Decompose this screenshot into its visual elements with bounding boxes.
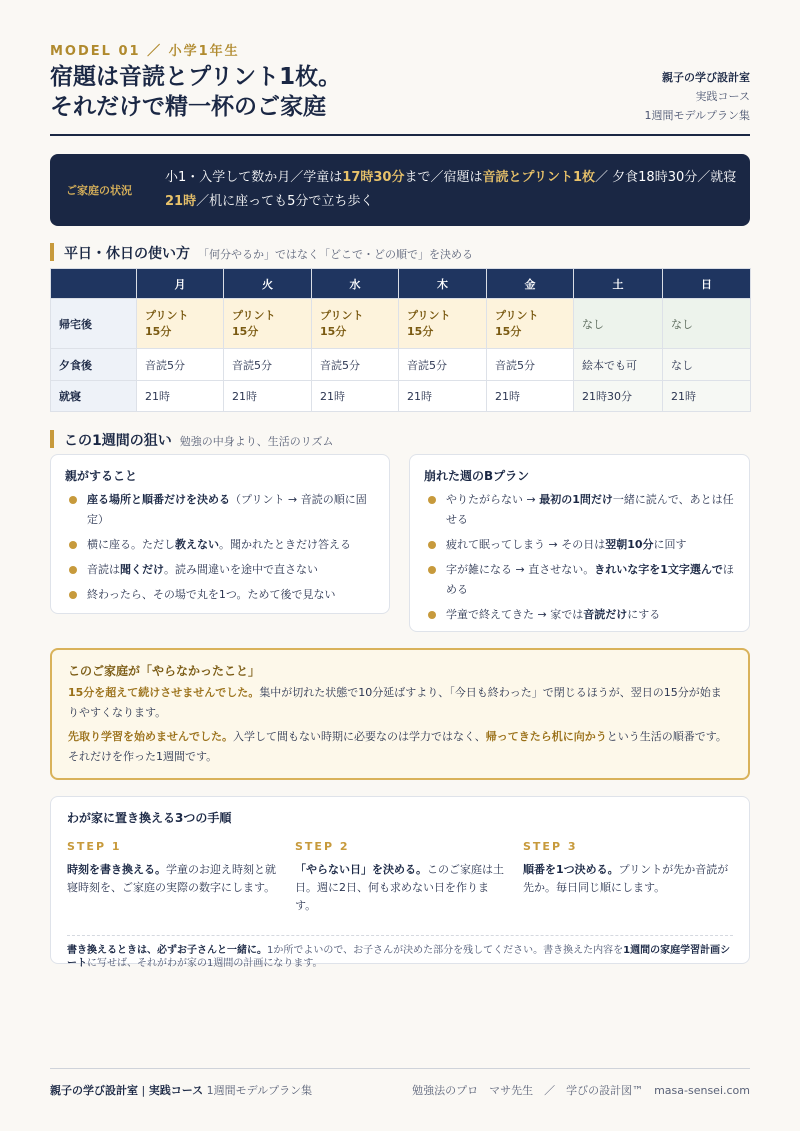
steps-note <box>67 944 733 970</box>
row-label: 夕食後 <box>51 349 137 381</box>
situation-text-part: ／机に座っても5分で立ち歩く <box>196 194 374 209</box>
schedule-cell: なし <box>663 349 751 381</box>
not-done-highlight: 帰ってきたら机に向かう <box>485 730 607 743</box>
footer-brand: 親子の学び設計室 <box>50 1084 138 1097</box>
not-done-box <box>50 648 750 780</box>
list-item <box>424 605 735 625</box>
brand-course: 実践コース <box>695 90 750 103</box>
item-text: 。読み間違いを途中で直さない <box>164 563 318 576</box>
aim-heading-sub: 勉強の中身より、生活のリズム <box>179 435 334 448</box>
item-text: 字が雑になる → 直させない。 <box>446 563 595 576</box>
step-lead: 順番を1つ決める。 <box>523 863 619 876</box>
list-item <box>65 560 375 580</box>
item-text: 。聞かれたときだけ答える <box>219 538 351 551</box>
not-done-title: このご家庭が「やらなかったこと」 <box>68 664 261 678</box>
not-done-paragraph-2 <box>68 727 732 767</box>
step-text: プリントが先か音読が先か。毎日同じ順にします。 <box>523 863 729 894</box>
item-text: やりたがらない → <box>446 493 540 506</box>
schedule-cell: 21時 <box>487 381 574 412</box>
schedule-cell: なし <box>663 299 751 349</box>
row-label: 帰宅後 <box>51 299 137 349</box>
page-title <box>50 62 341 122</box>
bullet-icon <box>69 541 77 549</box>
bullet-icon <box>69 496 77 504</box>
item-text: 音読は <box>87 563 120 576</box>
item-emphasis: 音読だけ <box>583 608 628 621</box>
note-text: に写せば、それがわが家の1週間の計画になります。 <box>87 958 323 969</box>
day-header: 木 <box>399 269 487 299</box>
step-label: STEP 2 <box>295 840 350 853</box>
header-divider <box>50 134 750 136</box>
schedule-cell: 21時 <box>137 381 224 412</box>
step-body <box>67 861 277 897</box>
schedule-cell: 21時 <box>312 381 399 412</box>
not-done-lead: 先取り学習を始めませんでした。 <box>68 730 233 743</box>
item-text: 終わったら、その場で丸を1つ。ためて後で見ない <box>87 588 336 601</box>
bullet-icon <box>428 566 436 574</box>
footer-right: 勉強法のプロ マサ先生 ／ 学びの設計図™ masa-sensei.com <box>412 1084 750 1097</box>
list-item <box>424 535 735 555</box>
step-1 <box>67 840 277 915</box>
situation-text <box>165 166 750 214</box>
footer-divider <box>50 1068 750 1069</box>
item-text: 横に座る。ただし <box>87 538 175 551</box>
bullet-icon <box>69 566 77 574</box>
schedule-cell: 21時 <box>663 381 751 412</box>
list-item <box>424 560 735 600</box>
note-text: 1か所でよいので、お子さんが決めた部分を残してください。書き換えた内容を <box>267 945 624 956</box>
footer-left <box>50 1082 312 1098</box>
step-2 <box>295 840 505 915</box>
situation-text-part: 小1・入学して数か月／学童は <box>165 170 343 185</box>
footer-course: 実践コース <box>148 1084 204 1097</box>
steps-row <box>67 840 733 915</box>
bullet-icon <box>428 611 436 619</box>
brand-name: 親子の学び設計室 <box>662 71 750 84</box>
item-text: に回す <box>653 538 687 551</box>
step-body <box>523 861 733 897</box>
schedule-cell: 21時 <box>224 381 312 412</box>
note-emphasis: 書き換えるときは、必ずお子さんと一緒に。 <box>67 945 267 956</box>
schedule-cell: プリント 15分 <box>224 299 312 349</box>
schedule-cell: 21時30分 <box>574 381 663 412</box>
step-3 <box>523 840 733 915</box>
row-label: 就寝 <box>51 381 137 412</box>
not-done-text: 入学して間もない時期に必要なのは学力ではなく、 <box>233 730 486 743</box>
situation-text-part: まで／宿題は <box>404 170 483 185</box>
schedule-cell: プリント 15分 <box>399 299 487 349</box>
schedule-cell: なし <box>574 299 663 349</box>
item-emphasis: 聞くだけ <box>120 563 164 576</box>
schedule-cell: 音読5分 <box>312 349 399 381</box>
step-label: STEP 1 <box>67 840 122 853</box>
item-emphasis: 教えない <box>175 538 219 551</box>
schedule-cell: プリント 15分 <box>137 299 224 349</box>
item-emphasis: きれいな字を1文字選んで <box>594 563 723 576</box>
parent-list <box>65 490 375 605</box>
steps-title: わが家に置き換える3つの手順 <box>67 811 232 825</box>
step-body <box>295 861 505 915</box>
schedule-cell: 音読5分 <box>224 349 312 381</box>
situation-text-part: ／ 夕食18時30分／就寝 <box>595 170 737 185</box>
list-item <box>65 585 375 605</box>
situation-box <box>50 154 750 226</box>
plan-b-title: 崩れた週のBプラン <box>424 469 530 483</box>
weekly-heading-title: 平日・休日の使い方 <box>64 246 190 262</box>
brand-collection: 1週間モデルプラン集 <box>644 109 750 122</box>
table-row <box>51 349 751 381</box>
aim-heading <box>50 430 334 448</box>
day-header: 月 <box>137 269 224 299</box>
item-emphasis: 翌朝10分 <box>605 538 654 551</box>
schedule-cell: 音読5分 <box>137 349 224 381</box>
step-text: 学童のお迎え時刻と就寝時刻を、ご家庭の実際の数字にします。 <box>67 863 276 894</box>
item-emphasis: 座る場所と順番だけを決める <box>87 493 230 506</box>
table-row <box>51 381 751 412</box>
table-header-row <box>51 269 751 299</box>
steps-card <box>50 796 750 969</box>
steps-divider <box>67 935 733 936</box>
list-item <box>65 535 375 555</box>
item-text: （プリント → 音読の順に固定） <box>87 493 367 526</box>
item-text: 学童で終えてきた → 家では <box>446 608 584 621</box>
footer-separator: | <box>141 1084 146 1097</box>
plan-b-card <box>409 454 750 632</box>
note-emphasis: 1週間の家庭学習計画シート <box>67 945 731 969</box>
bullet-icon <box>428 541 436 549</box>
situation-highlight: 音読とプリント1枚 <box>482 170 596 185</box>
parent-card <box>50 454 390 614</box>
schedule-cell: 21時 <box>399 381 487 412</box>
item-text: 一緒に読んで、あとは任せる <box>446 493 734 526</box>
table-corner <box>51 269 137 299</box>
not-done-lead: 15分を超えて続けさせませんでした。 <box>68 686 260 699</box>
weekly-heading <box>50 243 473 261</box>
schedule-cell: 絵本でも可 <box>574 349 663 381</box>
brand-block <box>645 68 750 125</box>
day-header: 土 <box>574 269 663 299</box>
bullet-icon <box>428 496 436 504</box>
situation-label: ご家庭の状況 <box>66 184 132 197</box>
plan-b-list <box>424 490 735 625</box>
not-done-text: 集中が切れた状態で10分延ばすより、「今日も終わった」で閉じるほうが、翌日の15分が始まりやすくなります。 <box>68 686 722 719</box>
step-lead: 「やらない日」を決める。 <box>295 863 427 876</box>
parent-card-title: 親がすること <box>65 469 138 483</box>
item-text: にする <box>627 608 661 621</box>
item-text: 疲れて眠ってしまう → その日は <box>446 538 606 551</box>
step-label: STEP 3 <box>523 840 578 853</box>
step-lead: 時刻を書き換える。 <box>67 863 166 876</box>
schedule-cell: プリント 15分 <box>487 299 574 349</box>
footer-collection: 1週間モデルプラン集 <box>206 1084 313 1097</box>
not-done-text: という生活の順番です。それだけを作った1週間です。 <box>68 730 727 763</box>
list-item <box>424 490 735 530</box>
title-line-2: それだけで精一杯のご家庭 <box>50 94 326 120</box>
weekly-schedule-table <box>50 268 751 412</box>
bullet-icon <box>69 591 77 599</box>
weekly-heading-sub: 「何分やるか」ではなく「どこで・どの順で」を決める <box>198 248 473 261</box>
situation-highlight: 17時30分 <box>342 170 405 185</box>
aim-heading-title: この1週間の狙い <box>64 433 172 449</box>
day-header: 金 <box>487 269 574 299</box>
situation-highlight: 21時 <box>165 194 197 209</box>
item-emphasis: 最初の1問だけ <box>539 493 613 506</box>
item-text: ほめる <box>446 563 734 596</box>
table-row <box>51 299 751 349</box>
schedule-cell: 音読5分 <box>399 349 487 381</box>
day-header: 日 <box>663 269 751 299</box>
day-header: 火 <box>224 269 312 299</box>
schedule-cell: プリント 15分 <box>312 299 399 349</box>
day-header: 水 <box>312 269 399 299</box>
schedule-cell: 音読5分 <box>487 349 574 381</box>
list-item <box>65 490 375 530</box>
model-label: MODEL 01 ／ 小学1年生 <box>50 44 240 59</box>
step-text: このご家庭は土日。週に2日、何も求めない日を作ります。 <box>295 863 504 912</box>
title-line-1: 宿題は音読とプリント1枚。 <box>50 64 342 90</box>
not-done-paragraph-1 <box>68 683 732 723</box>
